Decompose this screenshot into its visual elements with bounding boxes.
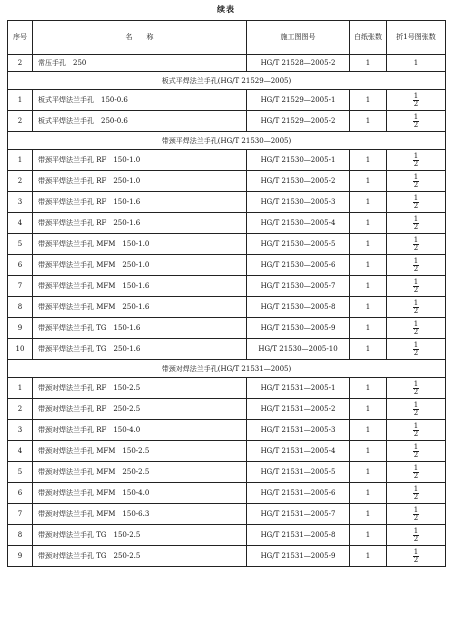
table-row [8,462,446,483]
table-row [8,150,446,171]
row-a1-sheets [387,192,446,213]
fraction-numerator: 1 [413,277,419,286]
fraction-denominator: 2 [413,264,419,273]
fraction-numerator: 1 [413,112,419,121]
fraction [413,216,419,231]
section-heading: 带颈对焊法兰手孔(HG/T 21531—2005) [8,360,446,378]
row-white-sheets: 1 [350,546,387,567]
row-number: 9 [8,318,33,339]
row-white-sheets: 1 [350,90,387,111]
row-white-sheets: 1 [350,171,387,192]
table-header-row [8,21,446,55]
fraction [413,444,419,459]
row-a1-sheets [387,525,446,546]
row-a1-sheets [387,339,446,360]
row-number: 2 [8,171,33,192]
fraction-numerator: 1 [413,379,419,388]
row-drawing-number: HG/T 21530—2005-1 [247,150,350,171]
row-name: 带颈平焊法兰手孔 RF 150-1.0 [33,150,247,171]
section-heading-row [8,72,446,90]
table-row [8,213,446,234]
fraction-numerator: 1 [413,319,419,328]
fraction [413,258,419,273]
section-heading-row [8,132,446,150]
fraction-denominator: 2 [413,534,419,543]
row-a1-sheets [387,276,446,297]
fraction-denominator: 2 [413,285,419,294]
row-number: 5 [8,462,33,483]
fraction-numerator: 1 [413,214,419,223]
row-a1-sheets [387,378,446,399]
row-drawing-number: HG/T 21531—2005-6 [247,483,350,504]
row-white-sheets: 1 [350,462,387,483]
row-number: 3 [8,420,33,441]
row-number: 3 [8,192,33,213]
row-drawing-number: HG/T 21530—2005-4 [247,213,350,234]
row-drawing-number: HG/T 21530—2005-3 [247,192,350,213]
header-no: 序号 [8,21,33,55]
table-row [8,90,446,111]
row-a1-sheets [387,111,446,132]
row-white-sheets: 1 [350,399,387,420]
row-drawing-number: HG/T 21530—2005-10 [247,339,350,360]
row-name: 带颈对焊法兰手孔 RF 150-4.0 [33,420,247,441]
fraction-numerator: 1 [413,151,419,160]
row-drawing-number: HG/T 21531—2005-2 [247,399,350,420]
fraction-numerator: 1 [413,400,419,409]
section-heading: 带颈平焊法兰手孔(HG/T 21530—2005) [8,132,446,150]
fraction-numerator: 1 [413,442,419,451]
row-a1-sheets [387,171,446,192]
fraction-denominator: 2 [413,222,419,231]
table-row [8,339,446,360]
table-row [8,111,446,132]
row-name: 带颈对焊法兰手孔 RF 150-2.5 [33,378,247,399]
fraction [413,381,419,396]
fraction-denominator: 2 [413,471,419,480]
row-number: 2 [8,399,33,420]
fraction-denominator: 2 [413,99,419,108]
fraction [413,237,419,252]
row-drawing-number: HG/T 21531—2005-3 [247,420,350,441]
fraction [413,507,419,522]
fraction-denominator: 2 [413,327,419,336]
row-drawing-number: HG/T 21530—2005-6 [247,255,350,276]
section-heading: 板式平焊法兰手孔(HG/T 21529—2005) [8,72,446,90]
table-body [8,55,446,567]
row-number: 9 [8,546,33,567]
drawing-list-table [7,20,446,567]
table-row [8,55,446,72]
row-name: 带颈对焊法兰手孔 TG 150-2.5 [33,525,247,546]
row-a1-sheets [387,441,446,462]
row-white-sheets: 1 [350,234,387,255]
fraction-denominator: 2 [413,348,419,357]
row-name: 带颈对焊法兰手孔 MFM 150-4.0 [33,483,247,504]
fraction-denominator: 2 [413,513,419,522]
fraction [413,486,419,501]
row-name: 带颈对焊法兰手孔 TG 250-2.5 [33,546,247,567]
row-number: 8 [8,525,33,546]
row-white-sheets: 1 [350,318,387,339]
fraction [413,153,419,168]
row-a1-sheets [387,150,446,171]
row-drawing-number: HG/T 21531—2005-4 [247,441,350,462]
row-name: 带颈平焊法兰手孔 RF 150-1.6 [33,192,247,213]
row-number: 10 [8,339,33,360]
table-row [8,525,446,546]
fraction-denominator: 2 [413,243,419,252]
row-white-sheets: 1 [350,276,387,297]
header-name: 名 称 [33,21,247,55]
fraction-numerator: 1 [413,193,419,202]
row-number: 2 [8,111,33,132]
table-row [8,504,446,525]
row-number: 4 [8,213,33,234]
row-name: 带颈对焊法兰手孔 RF 250-2.5 [33,399,247,420]
fraction-numerator: 1 [413,421,419,430]
row-drawing-number: HG/T 21528—2005-2 [247,55,350,72]
header-sheets-white: 白纸张数 [350,21,387,55]
header-drawing: 施工图图号 [247,21,350,55]
fraction [413,465,419,480]
table-row [8,297,446,318]
fraction [413,342,419,357]
table-row [8,420,446,441]
row-drawing-number: HG/T 21531—2005-8 [247,525,350,546]
row-drawing-number: HG/T 21531—2005-7 [247,504,350,525]
row-a1-sheets [387,420,446,441]
row-name: 带颈对焊法兰手孔 MFM 250-2.5 [33,462,247,483]
table-row [8,318,446,339]
row-drawing-number: HG/T 21531—2005-9 [247,546,350,567]
fraction-denominator: 2 [413,492,419,501]
row-a1-sheets [387,399,446,420]
fraction [413,549,419,564]
fraction-numerator: 1 [413,235,419,244]
row-name: 带颈平焊法兰手孔 MFM 150-1.0 [33,234,247,255]
row-a1-sheets [387,504,446,525]
row-white-sheets: 1 [350,420,387,441]
row-a1-sheets [387,462,446,483]
fraction-numerator: 1 [413,298,419,307]
row-number: 6 [8,483,33,504]
row-drawing-number: HG/T 21530—2005-5 [247,234,350,255]
row-white-sheets: 1 [350,213,387,234]
row-a1-sheets [387,213,446,234]
row-number: 8 [8,297,33,318]
table-row [8,399,446,420]
table-row [8,483,446,504]
row-a1-sheets [387,90,446,111]
row-number: 6 [8,255,33,276]
fraction [413,423,419,438]
row-drawing-number: HG/T 21531—2005-5 [247,462,350,483]
fraction [413,528,419,543]
fraction-numerator: 1 [413,547,419,556]
row-drawing-number: HG/T 21531—2005-1 [247,378,350,399]
fraction-denominator: 2 [413,450,419,459]
table-row [8,546,446,567]
table-row [8,192,446,213]
fraction-numerator: 1 [413,340,419,349]
row-white-sheets: 1 [350,297,387,318]
fraction-denominator: 2 [413,555,419,564]
fraction [413,114,419,129]
row-a1-sheets [387,234,446,255]
row-name: 带颈平焊法兰手孔 MFM 250-1.6 [33,297,247,318]
table-row [8,276,446,297]
row-number: 7 [8,504,33,525]
fraction-numerator: 1 [413,172,419,181]
fraction-numerator: 1 [413,256,419,265]
row-number: 1 [8,378,33,399]
fraction-denominator: 2 [413,120,419,129]
row-name: 板式平焊法兰手孔 150-0.6 [33,90,247,111]
row-number: 5 [8,234,33,255]
fraction [413,300,419,315]
row-number: 7 [8,276,33,297]
fraction [413,195,419,210]
table-row [8,255,446,276]
row-white-sheets: 1 [350,504,387,525]
table-row [8,378,446,399]
row-white-sheets: 1 [350,255,387,276]
fraction-denominator: 2 [413,201,419,210]
row-number: 1 [8,150,33,171]
fraction-denominator: 2 [413,306,419,315]
fraction-denominator: 2 [413,408,419,417]
page-title: 续表 [217,4,235,14]
table-row [8,171,446,192]
fraction-numerator: 1 [413,526,419,535]
fraction-denominator: 2 [413,429,419,438]
fraction-numerator: 1 [413,91,419,100]
row-a1-sheets [387,318,446,339]
row-white-sheets: 1 [350,150,387,171]
fraction-numerator: 1 [413,484,419,493]
row-name: 常压手孔 250 [33,55,247,72]
row-drawing-number: HG/T 21530—2005-7 [247,276,350,297]
fraction [413,402,419,417]
fraction [413,93,419,108]
fraction-denominator: 2 [413,387,419,396]
row-white-sheets: 1 [350,525,387,546]
row-white-sheets: 1 [350,483,387,504]
row-number: 1 [8,90,33,111]
row-drawing-number: HG/T 21529—2005-2 [247,111,350,132]
row-a1-sheets: 1 [387,55,446,72]
row-drawing-number: HG/T 21530—2005-8 [247,297,350,318]
row-name: 带颈平焊法兰手孔 TG 250-1.6 [33,339,247,360]
row-a1-sheets [387,483,446,504]
row-white-sheets: 1 [350,378,387,399]
row-number: 4 [8,441,33,462]
row-white-sheets: 1 [350,192,387,213]
row-white-sheets: 1 [350,111,387,132]
row-name: 带颈平焊法兰手孔 MFM 250-1.0 [33,255,247,276]
row-name: 板式平焊法兰手孔 250-0.6 [33,111,247,132]
row-name: 带颈平焊法兰手孔 RF 250-1.0 [33,171,247,192]
fraction [413,321,419,336]
fraction [413,174,419,189]
row-a1-sheets [387,546,446,567]
row-drawing-number: HG/T 21530—2005-2 [247,171,350,192]
row-white-sheets: 1 [350,339,387,360]
row-a1-sheets [387,297,446,318]
row-white-sheets: 1 [350,441,387,462]
header-sheets-a1: 折1号图张数 [387,21,446,55]
fraction-numerator: 1 [413,463,419,472]
row-name: 带颈平焊法兰手孔 MFM 150-1.6 [33,276,247,297]
row-name: 带颈平焊法兰手孔 TG 150-1.6 [33,318,247,339]
section-heading-row [8,360,446,378]
fraction-denominator: 2 [413,180,419,189]
row-white-sheets: 1 [350,55,387,72]
row-drawing-number: HG/T 21530—2005-9 [247,318,350,339]
row-name: 带颈对焊法兰手孔 MFM 150-6.3 [33,504,247,525]
row-a1-sheets [387,255,446,276]
row-name: 带颈对焊法兰手孔 MFM 150-2.5 [33,441,247,462]
table-row [8,441,446,462]
row-drawing-number: HG/T 21529—2005-1 [247,90,350,111]
row-number: 2 [8,55,33,72]
fraction [413,279,419,294]
fraction-numerator: 1 [413,505,419,514]
fraction-denominator: 2 [413,159,419,168]
row-name: 带颈平焊法兰手孔 RF 250-1.6 [33,213,247,234]
table-row [8,234,446,255]
